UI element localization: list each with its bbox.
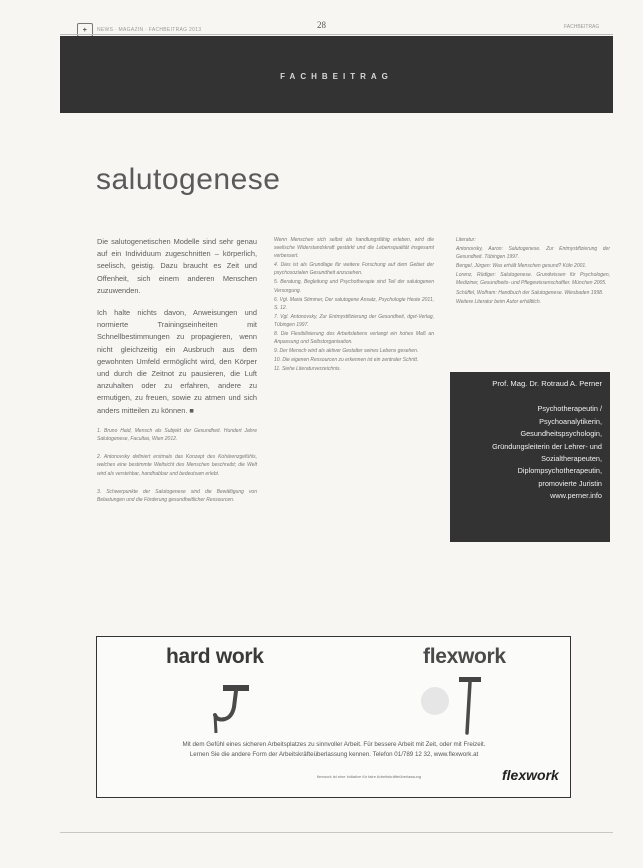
figure-watermark bbox=[421, 687, 449, 715]
footnote: 5. Beratung, Begleitung und Psychotherapie sind Teil der salutogenen Versorgung. bbox=[274, 279, 434, 294]
bent-nail-icon bbox=[215, 685, 249, 733]
ad-text-line: Mit dem Gefühl eines sicheren Arbeitsplatzes zu sinnvoller Arbeit. Für bessere Arbeit mit Zeit, oder mit Freizeit. bbox=[182, 741, 486, 748]
author-line: promovierte Juristin bbox=[538, 478, 602, 488]
body-paragraph: Die salutogenetischen Modelle sind sehr genau auf ein Individuum zugeschnitten – körperlich, seelisch, geistig. Dazu braucht es Zeit und Offenheit, sich einem anderen Menschen zuzuwenden. bbox=[97, 237, 257, 295]
author-line: Psychoanalytikerin, bbox=[539, 416, 602, 426]
footnote: 4. Dies ist als Grundlage für weitere Forschung auf dem Gebiet der psychosozialen Gesundheit anzusehen. bbox=[274, 262, 434, 277]
body-paragraph: Ich halte nichts davon, Anweisungen und normierte Trainingseinheiten mit Schnellbestimmungen zu propagieren, wenn nicht gleichzeitig ein Ausbruch aus dem gewohnten Umfeld ermöglicht wird, den Körper und durch die Zeitnot zu pausieren, die Luft anzuhalten oder zu erfahren, andere zu ermutigen, zu freuen, sowie zu atmen und sich anders mitteilen zu können. ■ bbox=[97, 308, 257, 415]
literature-heading: Literatur: bbox=[456, 237, 476, 243]
footnote: 8. Die Flexibilisierung des Arbeitslebens verlangt ein hohes Maß an Anpassung und Selbstorganisation. bbox=[274, 331, 434, 346]
header-divider bbox=[60, 34, 613, 35]
footnote: 10. Die eigenen Ressourcen zu erkennen ist ein zentraler Schritt. bbox=[274, 357, 419, 364]
article-column-3 bbox=[456, 236, 610, 307]
footnote: 7. Vgl. Antonovsky, Zur Entmystifizierung der Gesundheit, dgvt-Verlag, Tübingen 1997. bbox=[274, 313, 434, 328]
flexwork-logo: flexwork bbox=[502, 767, 559, 783]
author-line: Gründungsleiterin der Lehrer- und bbox=[492, 441, 602, 451]
article-column-1 bbox=[97, 236, 257, 514]
section-banner-title: FACHBEITRAG bbox=[280, 72, 393, 81]
literature-entry: Weitere Literatur beim Autor erhältlich. bbox=[456, 298, 542, 305]
ad-text-line: Lernen Sie die andere Form der Arbeitskräfteüberlassung kennen. Telefon 01/789 12 32, www.flexwork.at bbox=[189, 751, 479, 758]
footnote: 1. Bruno Haid, Mensch als Subjekt der Gesundheit. Hundert Jahre Salutogenese, Facultas, Wien 2012. bbox=[97, 427, 257, 443]
author-website: www.perner.info bbox=[550, 491, 602, 501]
header-left-text: NEWS · MAGAZIN · FACHBEITRAG 2013 bbox=[97, 27, 202, 33]
magazine-logo-icon: + bbox=[77, 23, 93, 37]
ad-small-print: flexwork ist eine Initiative für faire Arbeitskräfteüberlassung bbox=[317, 774, 422, 779]
author-name: Prof. Mag. Dr. Rotraud A. Perner bbox=[492, 379, 602, 388]
ad-body-text bbox=[109, 740, 559, 760]
literature-entry: Schüffel, Wolfram: Handbuch der Salutogenese. Wiesbaden 1998. bbox=[456, 289, 604, 296]
footnote: Wenn Menschen sich selbst als handlungsfähig erleben, wird die seelische Widerstandskraft gestärkt und die Lebensqualität insgesamt verbessert. bbox=[274, 237, 434, 260]
literature-entry: Lorenz, Rüdiger: Salutogenese. Grundwissen für Psychologen, Mediziner, Gesundheits- und Pflegewissenschaftler. München 2005. bbox=[456, 272, 610, 287]
flexwork-advertisement bbox=[96, 636, 571, 798]
footnote: 11. Siehe Literaturverzeichnis. bbox=[274, 366, 341, 373]
author-box bbox=[450, 372, 610, 542]
article-headline: salutogenese bbox=[96, 163, 281, 197]
literature-entry: Bengel, Jürgen: Was erhält Menschen gesund? Köln 2001. bbox=[456, 263, 587, 270]
author-line: Psychotherapeutin / bbox=[537, 404, 602, 414]
ad-title-hard-work: hard work bbox=[166, 645, 264, 668]
footnote: 9. Der Mensch wird als aktiver Gestalter seines Lebens gesehen. bbox=[274, 348, 419, 355]
author-line: Diplompsychotherapeutin, bbox=[517, 466, 602, 476]
page-number: 28 bbox=[317, 20, 326, 30]
straight-nail-icon bbox=[459, 677, 481, 733]
footnote: 2. Antonovsky definiert erstmals das Konzept des Kohärenzgefühls, welches eine bestimmte Weltsicht des Menschen beschreibt; die Welt wird als verstehbar, handhabbar und bedeutsam erlebt. bbox=[97, 454, 257, 477]
page-bottom-rule bbox=[60, 832, 613, 833]
author-line: Gesundheitspsychologin, bbox=[520, 429, 602, 439]
footnote: 3. Schwerpunkte der Salutogenese sind die Bewältigung von Belastungen und die Förderung gesundheitlicher Ressourcen. bbox=[97, 488, 257, 504]
header-right-text: FACHBEITRAG bbox=[564, 24, 600, 30]
article-column-2 bbox=[274, 236, 434, 375]
literature-entry: Antonovsky, Aaron: Salutogenese. Zur Entmystifizierung der Gesundheit. Tübingen 1997. bbox=[456, 246, 610, 261]
ad-title-flexwork: flexwork bbox=[423, 645, 506, 668]
footnote: 6. Vgl. Maria Stimmer, Der salutogene Ansatz, Psychologie Heute 2011, S. 12. bbox=[274, 296, 434, 311]
author-line: Sozialtherapeuten, bbox=[541, 454, 602, 464]
